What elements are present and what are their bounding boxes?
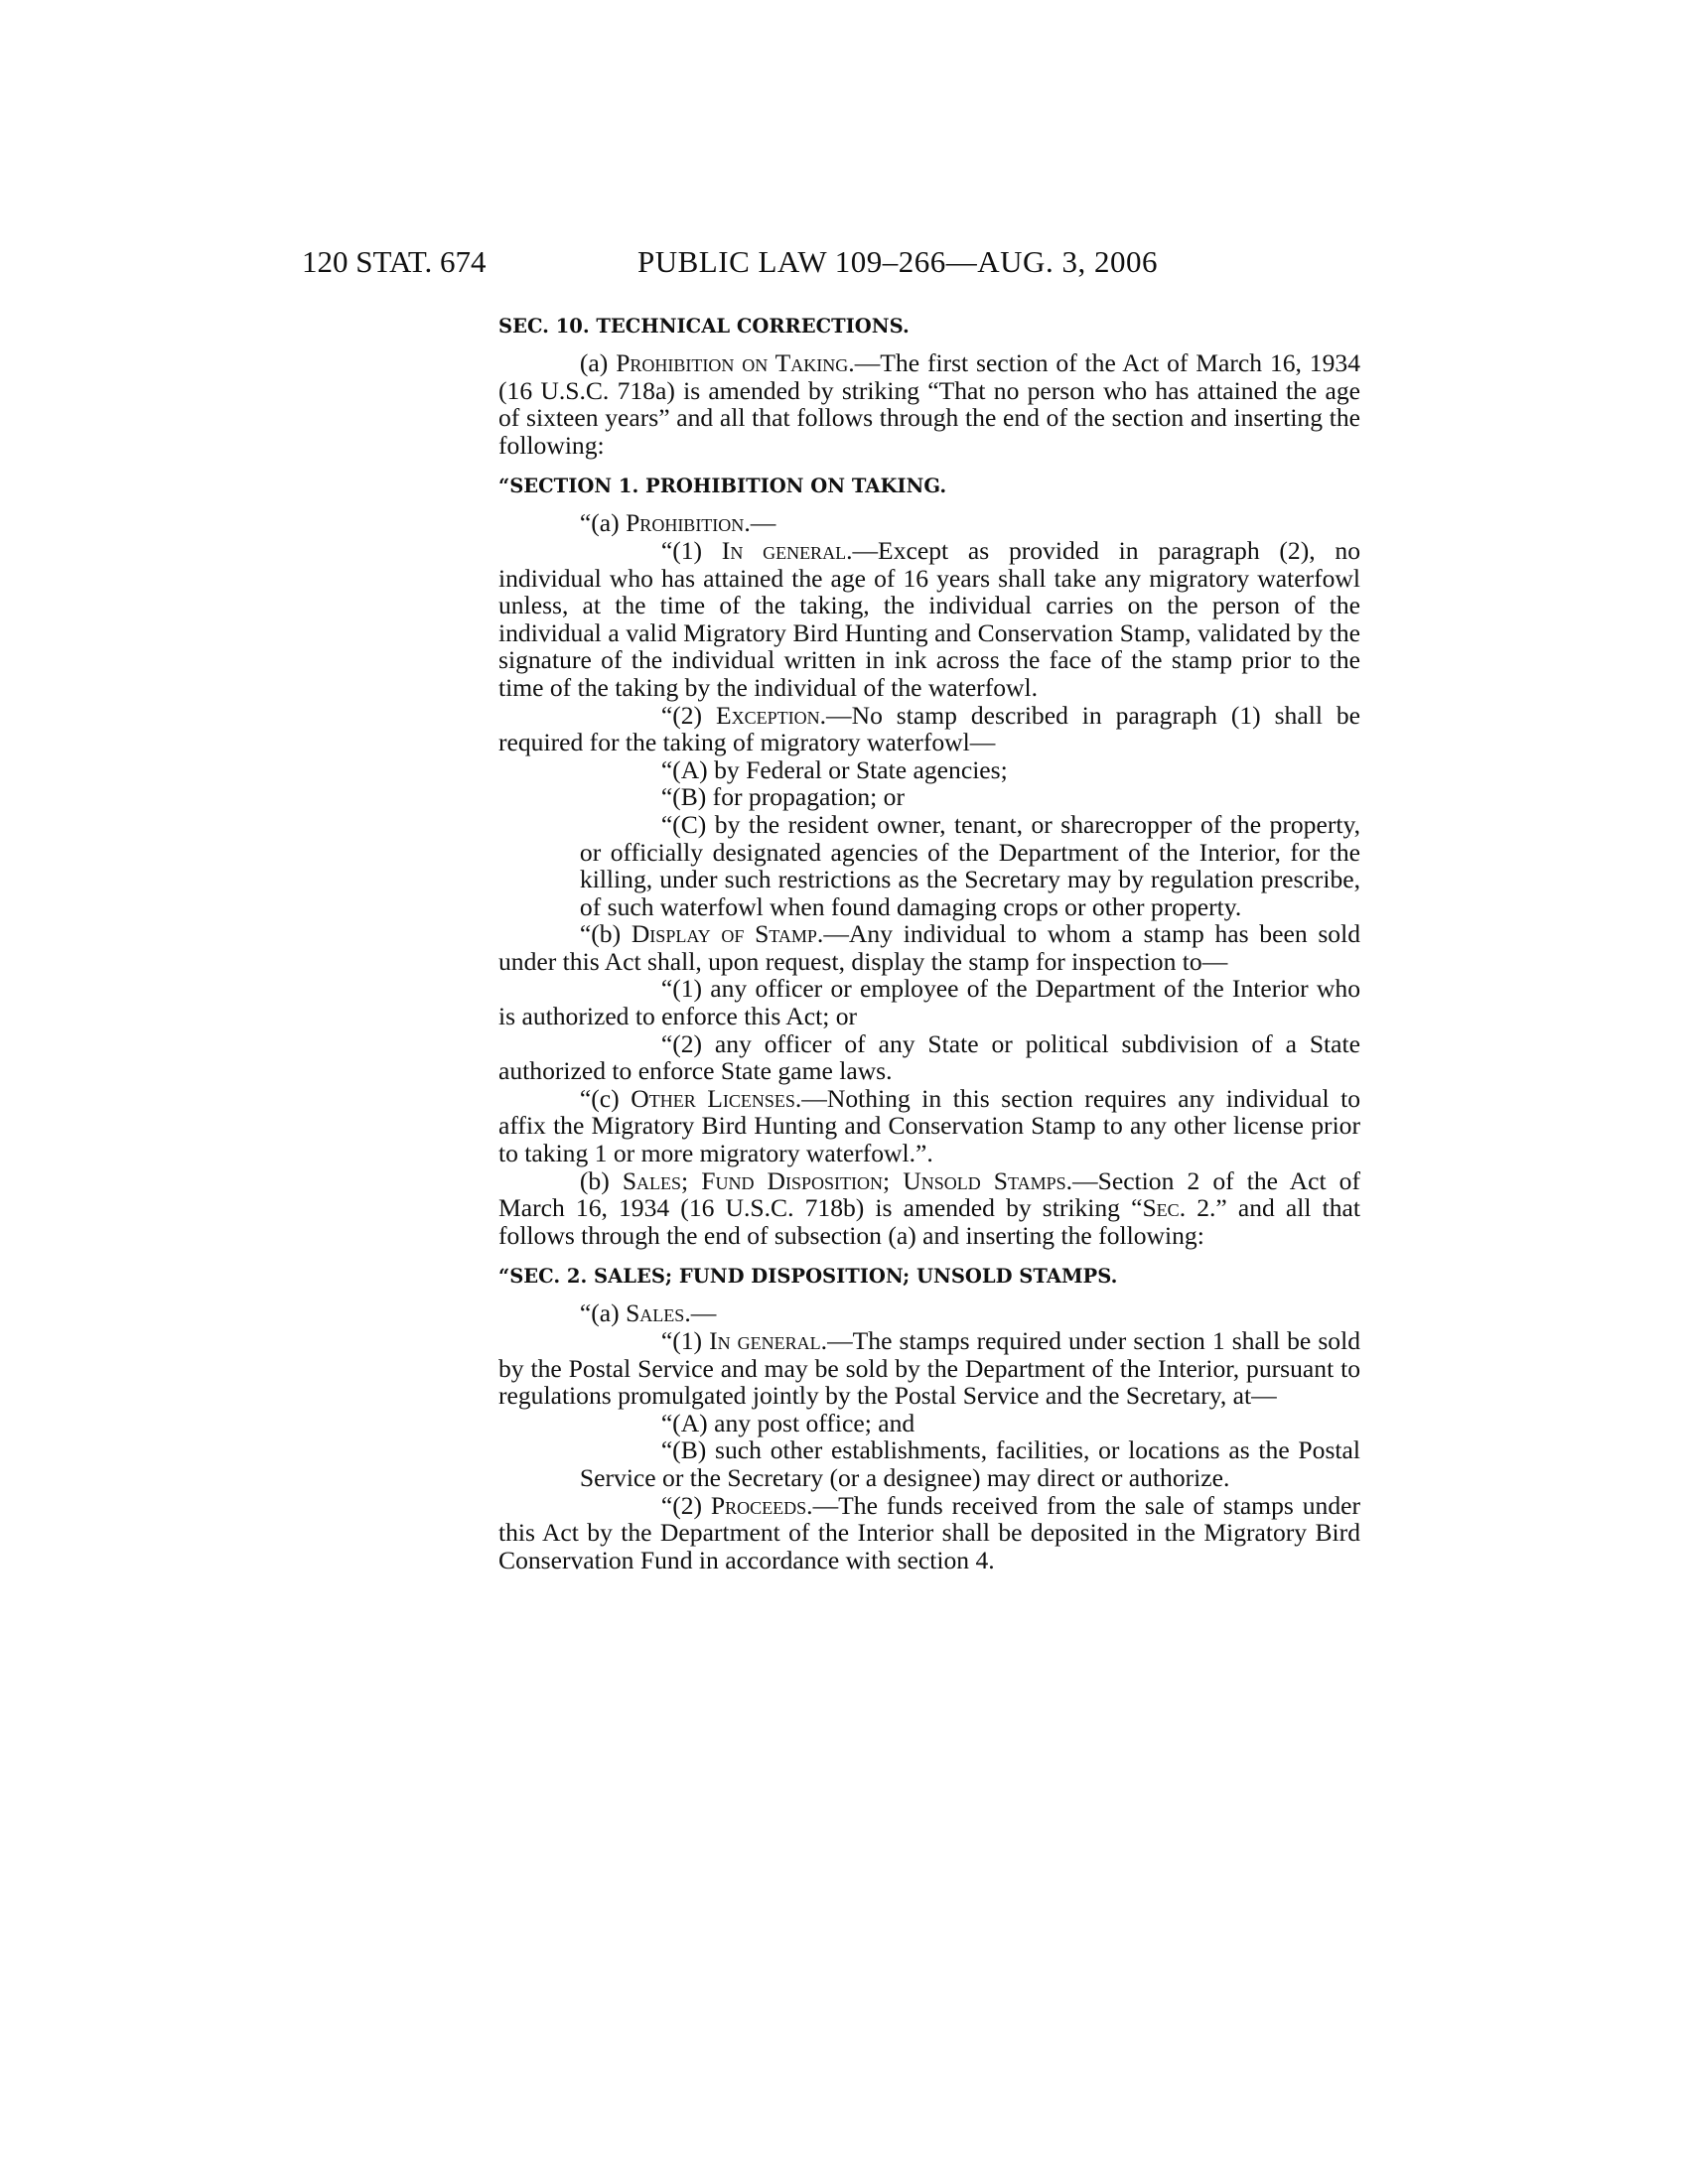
caption: In general (721, 535, 847, 565)
paragraph-1a2: “(2) Exception.—No stamp described in paragraph (1) shall be required for the taking of migratory waterfowl— (498, 700, 1360, 757)
subsection-1a: “(a) Prohibition.— (579, 508, 776, 538)
paragraph-1b1: “(1) any officer or employee of the Department of the Interior who is authorized to enforce this Act; or (498, 974, 1360, 1031)
subsection-1c: “(c) Other Licenses.—Nothing in this section requires any individual to affix the Migratory Bird Hunting and Conservation Stamp to any other license prior to taking 1 or more migratory waterfowl.”. (498, 1083, 1360, 1168)
section-1-heading: “SECTION 1. PROHIBITION ON TAKING. (498, 475, 947, 498)
caption: Sales; Fund Disposition; Unsold Stamps (622, 1165, 1066, 1195)
page-header (302, 244, 1295, 284)
caption: Other Licenses (631, 1083, 795, 1113)
section-2-heading: “SEC. 2. SALES; FUND DISPOSITION; UNSOLD STAMPS. (498, 1265, 1118, 1289)
clause-2a1A: “(A) any post office; and (660, 1408, 915, 1437)
caption: Proceeds (710, 1490, 807, 1520)
paragraph-10b: (b) Sales; Fund Disposition; Unsold Stamps.—Section 2 of the Act of March 16, 1934 (16 U.S.C. 718b) is amended by striking “Sec. 2.” and all that follows through the end of subsection (a) and inserting the following: (498, 1165, 1360, 1250)
caption: Prohibition (626, 508, 745, 538)
paragraph-1a1: “(1) In general.—Except as provided in paragraph (2), no individual who has attained the age of 16 years shall take any migratory waterfowl unless, at the time of the taking, the individual carries on the person of the individual a valid Migratory Bird Hunting and Conservation Stamp, validated by the signature of the individual written in ink across the face of the stamp prior to the time of the taking by the individual of the waterfowl. (498, 535, 1360, 702)
caption: Display of Stamp (631, 919, 817, 949)
clause-2a1B: “(B) such other establishments, facilities, or locations as the Postal Service or the Secretary (or a designee) may direct or authorize. (579, 1435, 1360, 1492)
clause-1a2C: “(C) by the resident owner, tenant, or sharecropper of the property, or officially designated agencies of the Department of the Interior, for the killing, under such restrictions as the Secretary may by regulation prescribe, of such waterfowl when found damaging crops or other property. (579, 809, 1360, 921)
paragraph-2a2: “(2) Proceeds.—The funds received from the sale of stamps under this Act by the Department of the Interior shall be deposited in the Migratory Bird Conservation Fund in accordance with section 4. (498, 1490, 1360, 1574)
caption: Exception (715, 700, 820, 730)
statute-page-number: 120 STAT. 674 (302, 244, 487, 279)
running-title: PUBLIC LAW 109–266—AUG. 3, 2006 (637, 244, 1158, 279)
caption: In general (709, 1326, 821, 1355)
clause-1a2B: “(B) for propagation; or (660, 782, 906, 812)
caption: Sales (626, 1298, 685, 1328)
subsection-1b: “(b) Display of Stamp.—Any individual to whom a stamp has been sold under this Act shall, upon request, display the stamp for inspection to— (498, 919, 1360, 976)
caption: Prohibition on Taking (616, 348, 849, 377)
section-10-heading: SEC. 10. TECHNICAL CORRECTIONS. (498, 315, 910, 338)
paragraph-10a: (a) Prohibition on Taking.—The first section of the Act of March 16, 1934 (16 U.S.C. 718a) is amended by striking “That no person who has attained the age of sixteen years” and all that follows through the end of the section and inserting the following: (498, 348, 1360, 460)
paragraph-2a1: “(1) In general.—The stamps required under section 1 shall be sold by the Postal Service and may be sold by the Department of the Interior, pursuant to regulations promulgated jointly by the Postal Service and the Secretary, at— (498, 1326, 1360, 1411)
paragraph-1b2: “(2) any officer of any State or political subdivision of a State authorized to enforce State game laws. (498, 1028, 1360, 1086)
subsection-2a: “(a) Sales.— (579, 1298, 717, 1328)
clause-1a2A: “(A) by Federal or State agencies; (660, 754, 1008, 784)
main-text-column (498, 314, 1360, 1573)
